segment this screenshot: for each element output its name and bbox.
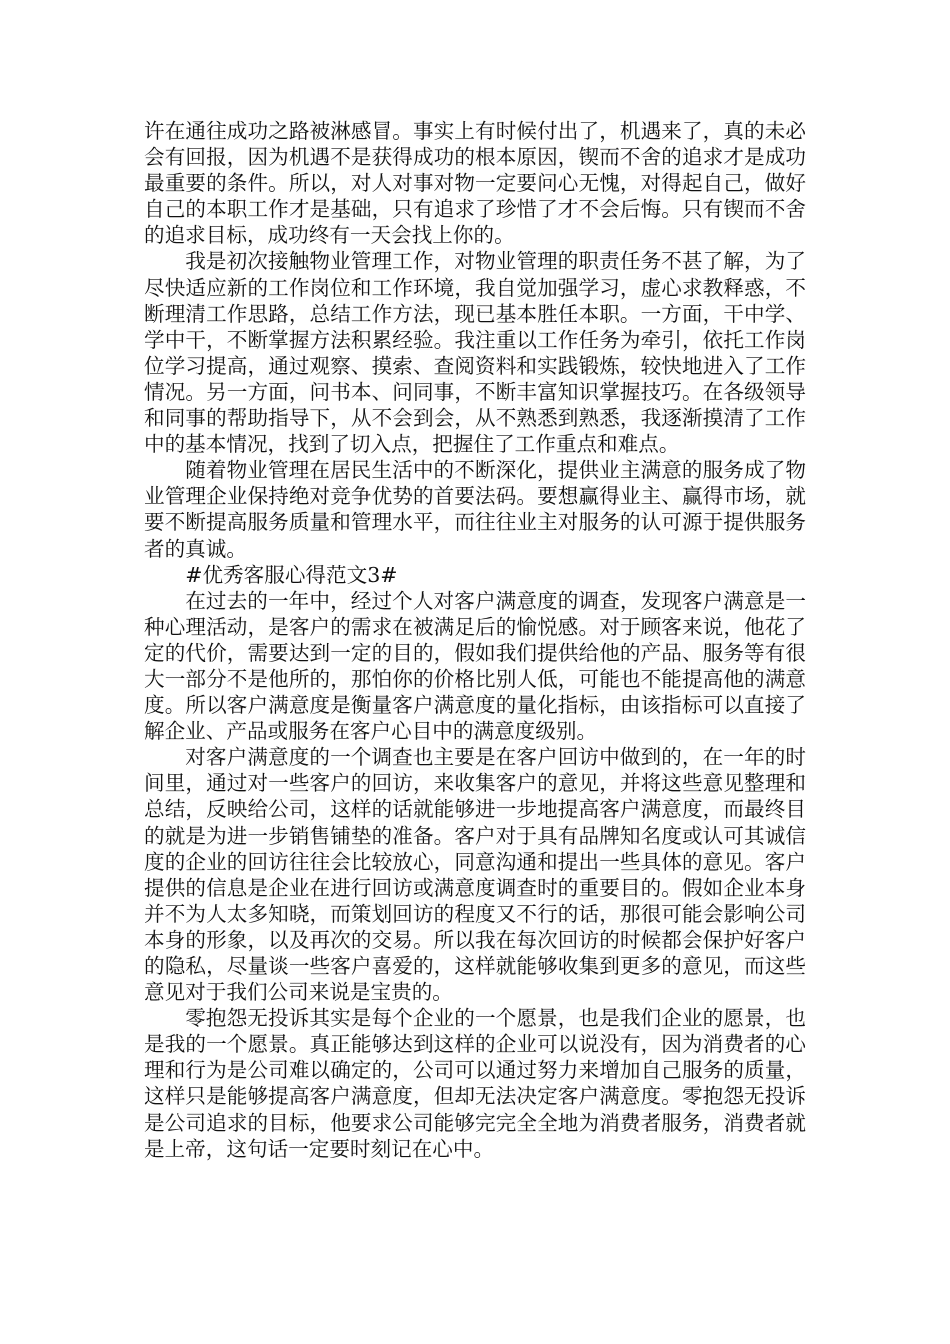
document-body <box>144 118 806 1162</box>
section-heading: #优秀客服心得范文3# <box>185 562 398 587</box>
paragraph-3: 随着物业管理在居民生活中的不断深化，提供业主满意的服务成了物业管理企业保持绝对竞争优势的首要法码。要想赢得业主、赢得市场，就要不断提高服务质量和管理水平，而往往业主对服务的认可源于提供服务者的真诚。 <box>144 458 806 561</box>
paragraph-5: 对客户满意度的一个调查也主要是在客户回访中做到的，在一年的时间里，通过对一些客户的回访，来收集客户的意见，并将这些意见整理和总结，反映给公司，这样的话就能够进一步地提高客户满意度，而最终目的就是为进一步销售铺垫的准备。客户对于具有品牌知名度或认可其诚信度的企业的回访往往会比较放心，同意沟通和提出一些具体的意见。客户提供的信息是企业在进行回访或满意度调查时的重要目的。假如企业本身并不为人太多知晓，而策划回访的程度又不行的话，那很可能会影响公司本身的形象，以及再次的交易。所以我在每次回访的时候都会保护好客户的隐私，尽量谈一些客户喜爱的，这样就能够收集到更多的意见，而这些意见对于我们公司来说是宝贵的。 <box>144 745 806 1005</box>
paragraph-2: 我是初次接触物业管理工作，对物业管理的职责任务不甚了解，为了尽快适应新的工作岗位和工作环境，我自觉加强学习，虚心求教释惑，不断理清工作思路，总结工作方法，现已基本胜任本职。一方面，干中学、学中干，不断掌握方法积累经验。我注重以工作任务为牵引，依托工作岗位学习提高，通过观察、摸索、查阅资料和实践锻炼，较快地进入了工作情况。另一方面，问书本、问同事，不断丰富知识掌握技巧。在各级领导和同事的帮助指导下，从不会到会，从不熟悉到熟悉，我逐渐摸清了工作中的基本情况，找到了切入点，把握住了工作重点和难点。 <box>144 249 806 457</box>
paragraph-1: 许在通往成功之路被淋感冒。事实上有时候付出了，机遇来了，真的未必会有回报，因为机遇不是获得成功的根本原因，锲而不舍的追求才是成功最重要的条件。所以，对人对事对物一定要问心无愧，对得起自己，做好自己的本职工作才是基础，只有追求了珍惜了才不会后悔。只有锲而不舍的追求目标，成功终有一天会找上你的。 <box>144 119 806 248</box>
paragraph-6: 零抱怨无投诉其实是每个企业的一个愿景，也是我们企业的愿景，也是我的一个愿景。真正能够达到这样的企业可以说没有，因为消费者的心理和行为是公司难以确定的，公司可以通过努力来增加自己服务的质量，这样只是能够提高客户满意度，但却无法决定客户满意度。零抱怨无投诉是公司追求的目标，他要求公司能够完完全全地为消费者服务，消费者就是上帝，这句话一定要时刻记在心中。 <box>144 1006 806 1161</box>
paragraph-4: 在过去的一年中，经过个人对客户满意度的调查，发现客户满意是一种心理活动，是客户的需求在被满足后的愉悦感。对于顾客来说，他花了定的代价，需要达到一定的目的，假如我们提供给他的产品、服务等有很大一部分不是他所的，那怕你的价格比别人低，可能也不能提高他的满意度。所以客户满意度是衡量客户满意度的量化指标，由该指标可以直接了解企业、产品或服务在客户心目中的满意度级别。 <box>144 588 806 744</box>
